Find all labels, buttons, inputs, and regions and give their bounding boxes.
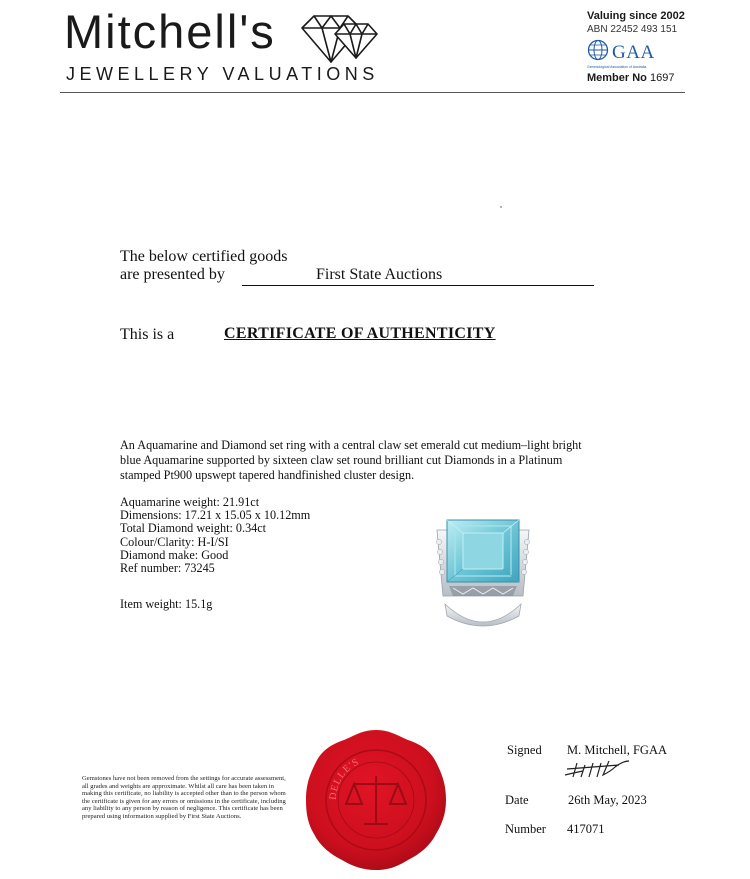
certificate-prefix: This is a [120,326,175,343]
member-number [587,72,685,84]
diamond-logo-icon [300,6,380,71]
spec-aquamarine-weight: Aquamarine weight: 21.91ct [120,495,260,509]
intro-line-2: are presented by [120,266,225,283]
valuing-since: Valuing since 2002 [587,10,685,22]
paper-speck [500,206,502,208]
seal-text: DELLE'S [327,756,362,801]
signed-label: Signed [507,743,542,757]
member-label: Member No [587,72,647,84]
certificate-title: CERTIFICATE OF AUTHENTICITY [224,325,496,342]
number-value: 417071 [567,822,605,836]
spec-colour-clarity: Colour/Clarity: H-I/SI [120,534,229,549]
number-label: Number [505,822,546,836]
signed-value: M. Mitchell, FGAA [567,743,667,757]
spec-diamond-make: Diamond make: Good [120,547,229,562]
gaa-logo [587,39,685,69]
ring-photo [423,512,543,637]
brand-tagline: JEWELLERY VALUATIONS [66,64,379,84]
intro-line-1: The below certified goods [120,248,288,265]
date-label: Date [505,793,529,807]
gaa-logo-small: Gemmological Association of Australia [587,65,647,69]
spec-ref-number: Ref number: 73245 [120,561,215,576]
credentials-block [587,10,685,84]
wax-seal [302,726,450,879]
date-value: 26th May, 2023 [568,793,647,807]
brand-name: Mitchell's [64,5,276,58]
abn-number: ABN 22452 493 151 [587,24,678,35]
gaa-globe-icon [587,39,609,66]
signature-icon [563,757,643,786]
spec-diamond-weight: Total Diamond weight: 0.34ct [120,521,267,536]
gaa-logo-text: GAA [612,41,655,63]
header-divider [60,92,685,93]
spec-list [120,496,310,575]
presenter-field: First State Auctions [242,266,594,286]
disclaimer: Gemstones have not been removed from the settings for accurate assessment, all grades and weights are approximate. Whilst all care has been taken in making this certificate, no liability is accepted other than to the person whom the certificate is given for any errors or omissions in the certificate, including any liability to any person by reason of negligence. This certificate has been prepared using information supplied by First State Auctions. [82,775,286,820]
item-weight: Item weight: 15.1g [120,597,213,611]
spec-dimensions: Dimensions: 17.21 x 15.05 x 10.12mm [120,508,311,523]
member-number-value: 1697 [649,72,675,84]
item-description: An Aquamarine and Diamond set ring with a central claw set emerald cut medium–light bright blue Aquamarine supported by sixteen claw set round brilliant cut Diamonds in a Platinum stamped Pt900 upswept tapered handfinished cluster design. [120,438,582,482]
